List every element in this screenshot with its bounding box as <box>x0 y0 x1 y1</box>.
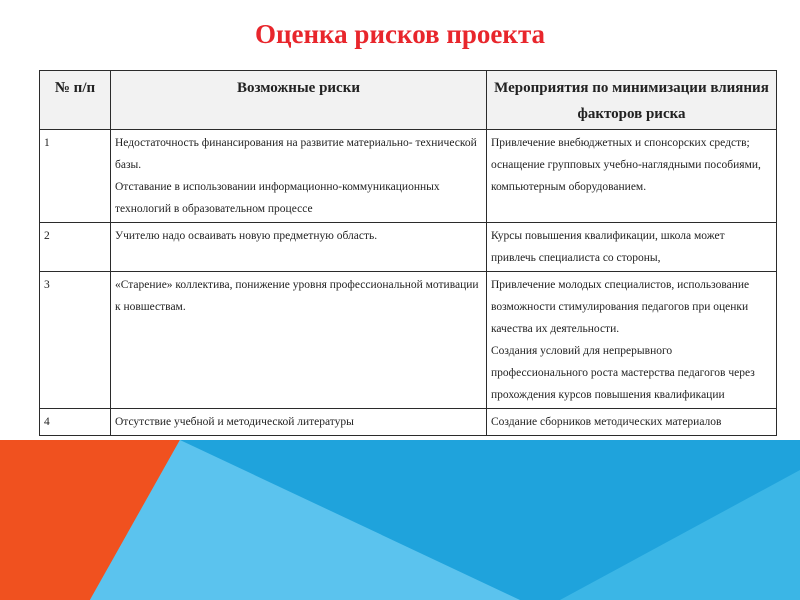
table-row <box>40 409 777 436</box>
risk-table <box>39 70 777 436</box>
table-row <box>40 272 777 409</box>
row-num: 3 <box>40 272 111 409</box>
header-risks: Возможные риски <box>111 71 487 130</box>
measure-cell <box>487 409 777 436</box>
measure-text: Создание сборников методических материалов <box>491 416 722 428</box>
measure-cell <box>487 272 777 409</box>
risk-cell <box>111 272 487 409</box>
table-header-row <box>40 71 777 130</box>
risk-text: Учителю надо осваивать новую предметную область. <box>115 230 378 242</box>
row-num: 4 <box>40 409 111 436</box>
header-measures: Мероприятия по минимизации влияния факторов риска <box>487 71 777 130</box>
risk-cell <box>111 130 487 223</box>
measure-text: Привлечение внебюджетных и спонсорских средств; оснащение групповых учебно-наглядными пособиями, компьютерным оборудованием. <box>491 137 761 193</box>
measure-cell <box>487 130 777 223</box>
measure-cell <box>487 223 777 272</box>
risk-cell <box>111 223 487 272</box>
row-num: 2 <box>40 223 111 272</box>
risk-cell <box>111 409 487 436</box>
row-num: 1 <box>40 130 111 223</box>
table-row <box>40 223 777 272</box>
risk-text: Отставание в использовании информационно-коммуникационных технологий в образовательном процессе <box>115 181 440 215</box>
measure-text: Создания условий для непрерывного профессионального роста мастерства педагогов через прохождения курсов повышения квалификации <box>491 345 755 401</box>
risk-text: Недостаточность финансирования на развитие материально- технической базы. <box>115 137 477 171</box>
measure-text: Курсы повышения квалификации, школа может привлечь специалиста со стороны, <box>491 230 725 264</box>
page-title: Оценка рисков проекта <box>254 19 546 49</box>
risk-text: «Старение» коллектива, понижение уровня профессиональной мотивации к новшествам. <box>115 279 479 313</box>
risk-text: Отсутствие учебной и методической литературы <box>115 416 354 428</box>
table-row <box>40 130 777 223</box>
header-num: № п/п <box>40 71 111 130</box>
measure-text: Привлечение молодых специалистов, использование возможности стимулирования педагогов при оценки качества их деятельности. <box>491 279 750 335</box>
